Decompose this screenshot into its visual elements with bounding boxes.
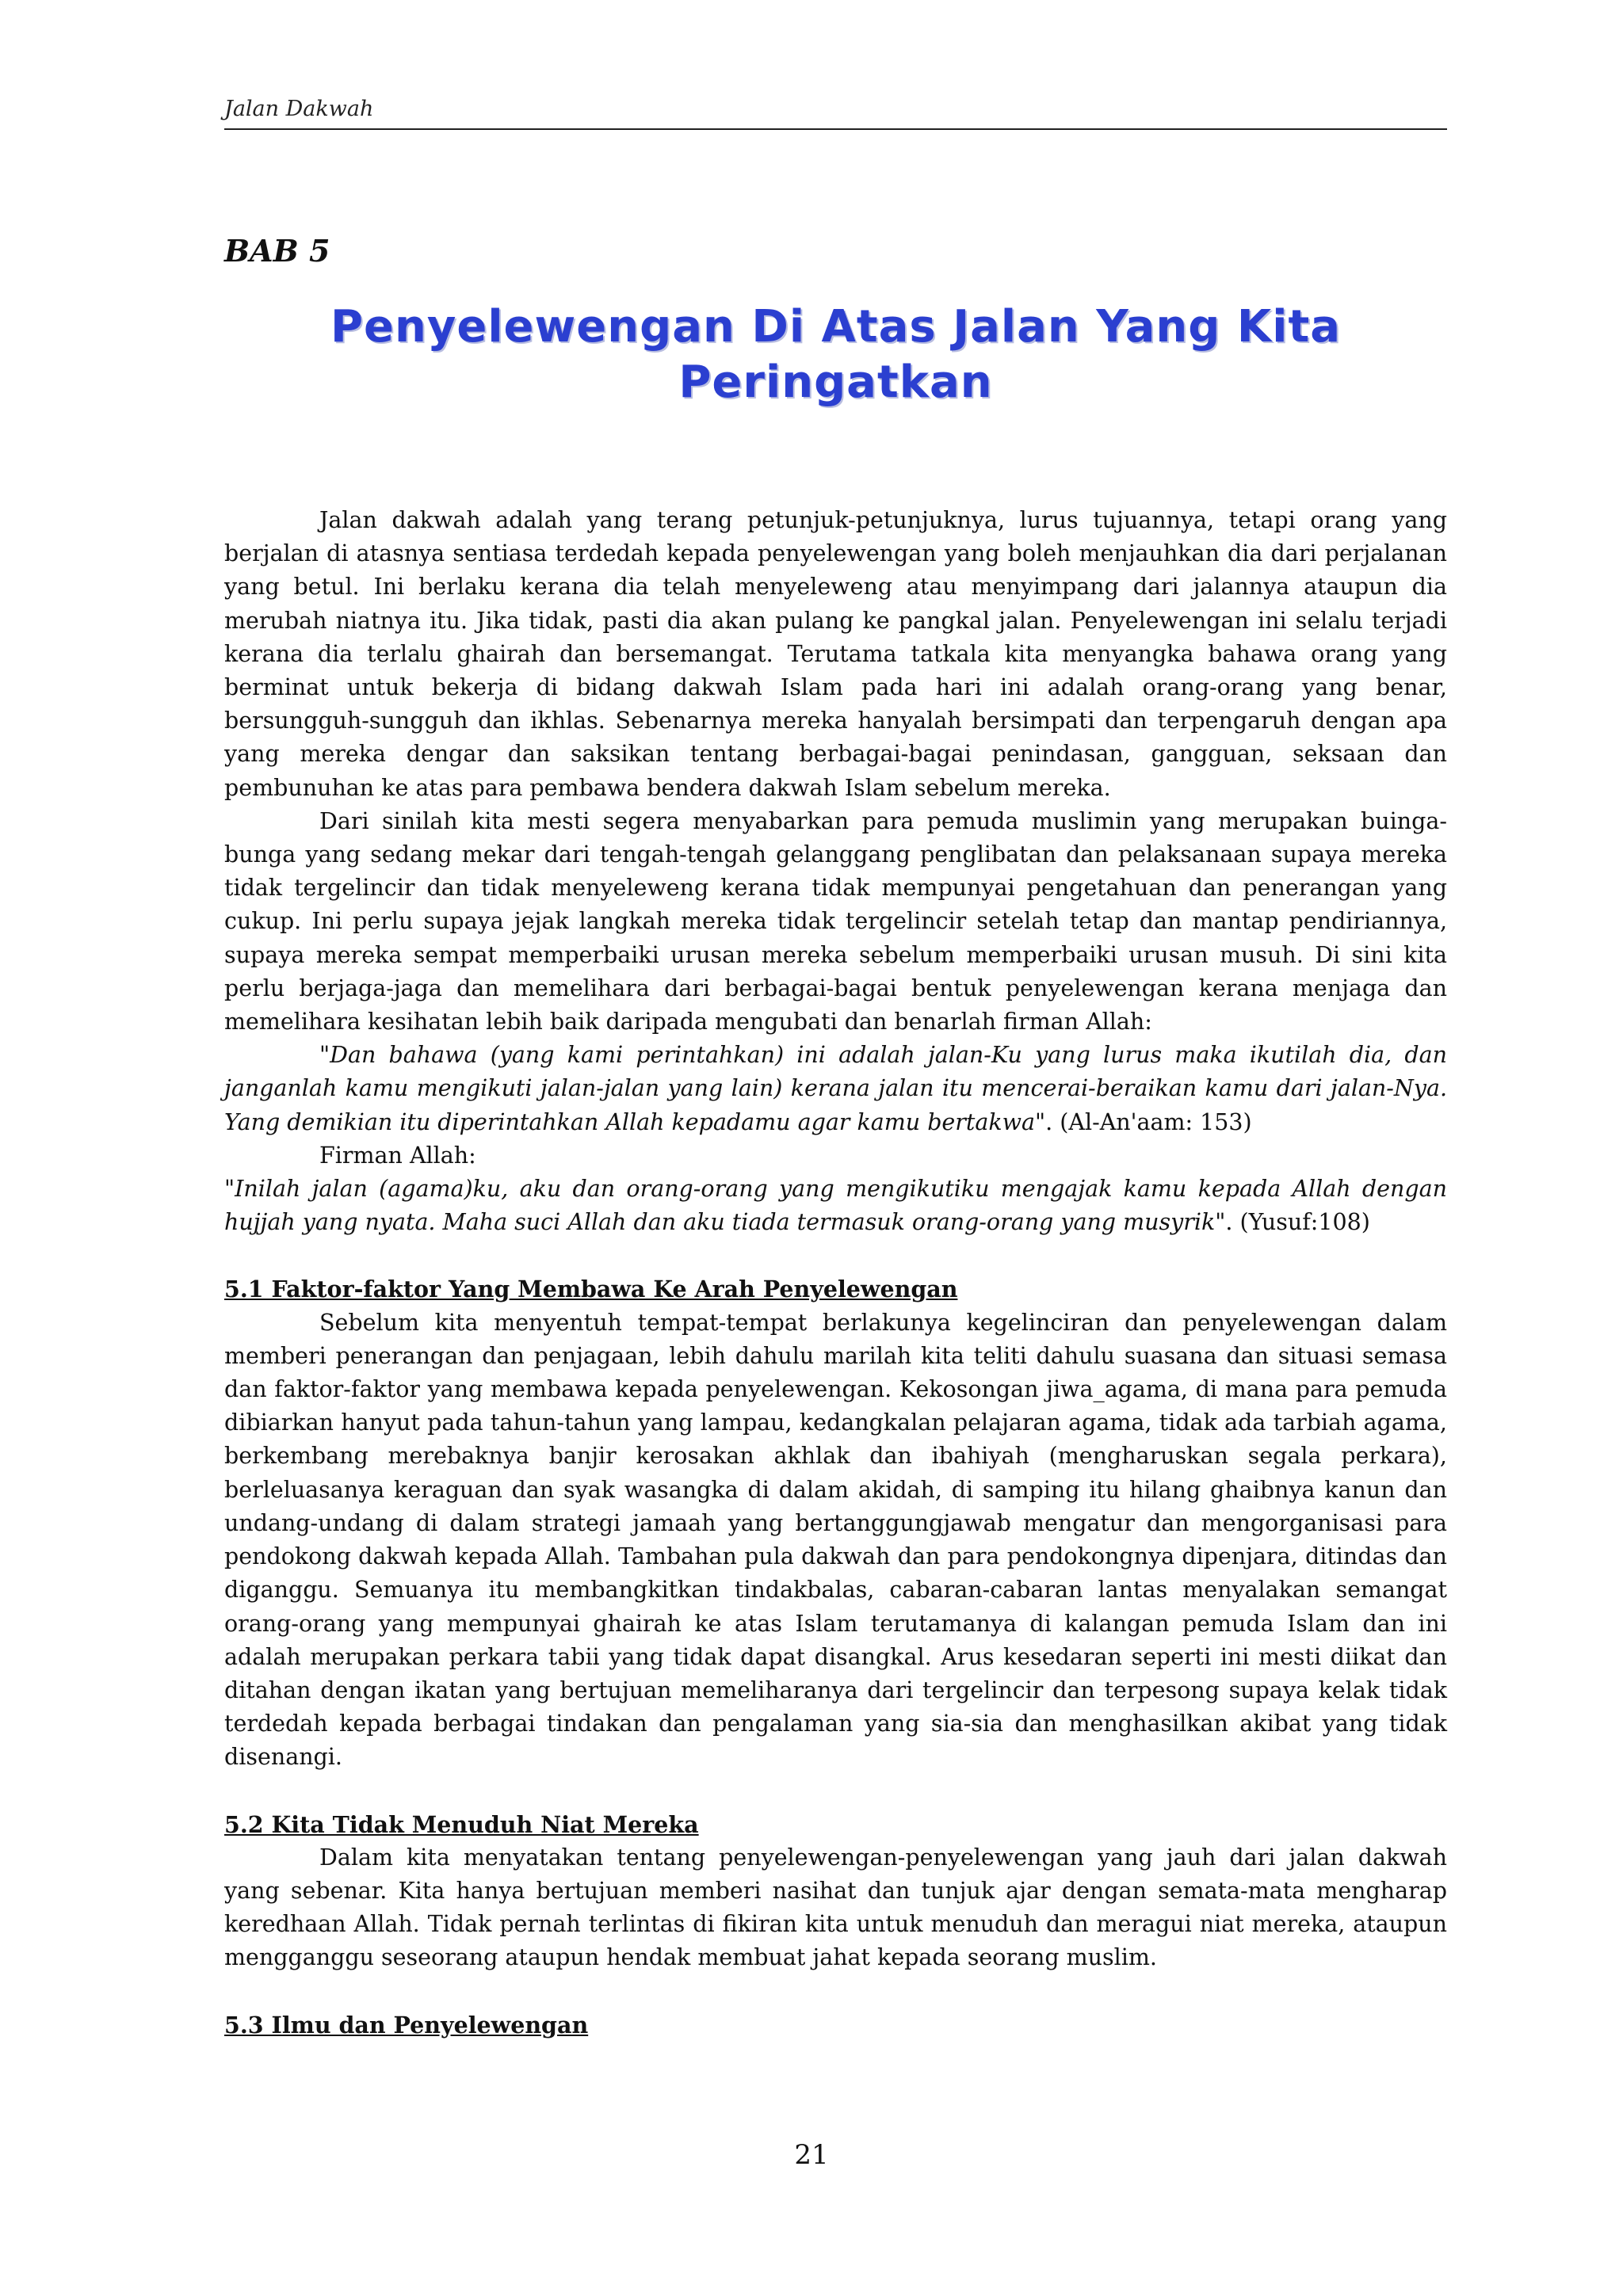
firman-label: Firman Allah:	[319, 1142, 476, 1169]
chapter-title-line-2: Peringatkan	[678, 357, 993, 408]
quote-al-anaam	[224, 1039, 1447, 1139]
paragraph: Jalan dakwah adalah yang terang petunjuk-petunjuknya, lurus tujuannya, tetapi orang yang berjalan di atasnya sentiasa terdedah kepada penyelewengan yang boleh menjauhkan dia dari perjalanan yang betul. Ini berlaku kerana dia telah menyeleweng atau menyimpang dari jalannya ataupun dia merubah niatnya itu. Jika tidak, pasti dia akan pulang ke pangkal jalan. Penyelewengan ini selalu terjadi kerana dia terlalu ghairah dan bersemangat. Terutama tatkala kita menyangka bahawa orang yang berminat untuk bekerja di bidang dakwah Islam pada hari ini adalah orang-orang yang benar, bersungguh-sungguh dan ikhlas. Sebenarnya mereka hanyalah bersimpati dan terpengaruh dengan apa yang mereka dengar dan saksikan tentang berbagai-bagai penindasan, gangguan, seksaan dan pembunuhan ke atas para pembawa bendera dakwah Islam sebelum mereka.	[224, 507, 1447, 801]
chapter-title	[224, 299, 1447, 410]
page-header	[224, 93, 1447, 130]
chapter-label: BAB 5	[224, 233, 330, 269]
section-heading-5-3: 5.3 Ilmu dan Penyelewengan	[224, 2011, 589, 2039]
quote-yusuf	[224, 1173, 1447, 1239]
chapter-title-line-1: Penyelewengan Di Atas Jalan Yang Kita	[330, 301, 1342, 353]
document-body	[224, 504, 1447, 2042]
section-heading-5-1: 5.1 Faktor-faktor Yang Membawa Ke Arah Penyelewengan	[224, 1276, 958, 1303]
quote-reference: ". (Al-An'aam: 153)	[1035, 1108, 1252, 1135]
paragraph: Dalam kita menyatakan tentang penyelewengan-penyelewengan yang jauh dari jalan dakwah yang sebenar. Kita hanya bertujuan memberi nasihat dan tunjuk ajar dengan semata-mata mengharap keredhaan Allah. Tidak pernah terlintas di fikiran kita untuk menuduh dan meragui niat mereka, ataupun mengganggu seseorang ataupun hendak membuat jahat kepada seorang muslim.	[224, 1844, 1447, 1971]
paragraph: Sebelum kita menyentuh tempat-tempat berlakunya kegelinciran dan penyelewengan dalam memberi penerangan dan penjagaan, lebih dahulu marilah kita teliti dahulu suasana dan situasi semasa dan faktor-faktor yang membawa kepada penyelewengan. Kekosongan jiwa_agama, di mana para pemuda dibiarkan hanyut pada tahun-tahun yang lampau, kedangkalan pelajaran agama, tidak ada tarbiah agama, berkembang merebaknya banjir kerosakan akhlak dan ibahiyah (mengharuskan segala perkara), berleluasanya keraguan dan syak wasangka di dalam akidah, di samping itu hilang ghaibnya kanun dan undang-undang di dalam strategi jamaah yang bertanggungjawab mengatur dan mengorganisasi para pendokong dakwah kepada Allah. Tambahan pula dakwah dan para pendokongnya dipenjara, ditindas dan diganggu. Semuanya itu membangkitkan tindakbalas, cabaran-cabaran lantas menyalakan semangat orang-orang yang mempunyai ghairah ke atas Islam terutamanya di kalangan pemuda Islam dan ini adalah merupakan perkara tabii yang tidak dapat disangkal. Arus kesedaran seperti ini mesti diikat dan ditahan dengan ikatan yang bertujuan memeliharanya dari tergelincir dan terpesong supaya kelak tidak terdedah kepada berbagai tindakan dan pengalaman yang sia-sia dan menghasilkan akibat yang tidak disenangi.	[224, 1309, 1447, 1771]
page-number: 21	[794, 2139, 829, 2171]
running-title: Jalan Dakwah	[224, 97, 374, 121]
paragraph: Dari sinilah kita mesti segera menyabarkan para pemuda muslimin yang merupakan buinga-bunga yang sedang mekar dari tengah-tengah gelanggang penglibatan dan pelaksanaan supaya mereka tidak tergelincir dan tidak menyeleweng kerana tidak mempunyai pengetahuan dan penerangan yang cukup. Ini perlu supaya jejak langkah mereka tidak tergelincir setelah tetap dan mantap pendiriannya, supaya mereka sempat memperbaiki urusan mereka sebelum memperbaiki urusan musuh. Di sini kita perlu berjaga-jaga dan memelihara dari berbagai-bagai bentuk penyelewengan kerana menjaga dan memelihara kesihatan lebih baik daripada mengubati dan benarlah firman Allah:	[224, 807, 1447, 1035]
quote-reference: ". (Yusuf:108)	[1215, 1209, 1370, 1236]
section-heading-5-2: 5.2 Kita Tidak Menuduh Niat Mereka	[224, 1810, 699, 1838]
quote-text: "Dan bahawa (yang kami perintahkan) ini adalah jalan-Ku yang lurus maka ikutilah dia, dan janganlah kamu mengikuti jalan-jalan yang lain) kerana jalan itu mencerai-beraikan kamu dari jalan-Nya. Yang demikian itu diperintahkan Allah kepadamu agar kamu bertakwa	[224, 1042, 1447, 1135]
quote-text: "Inilah jalan (agama)ku, aku dan orang-orang yang mengikutiku mengajak kamu kepada Allah dengan hujjah yang nyata. Maha suci Allah dan aku tiada termasuk orang-orang yang musyrik	[224, 1176, 1447, 1236]
